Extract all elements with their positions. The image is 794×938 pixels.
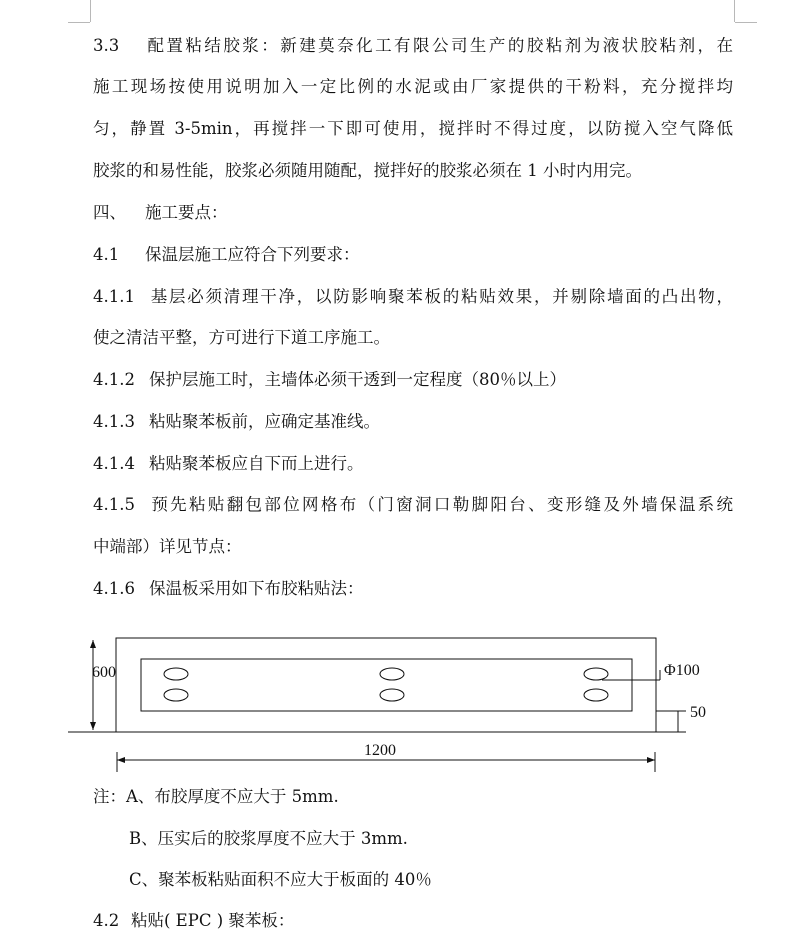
- glue-dot: [584, 689, 608, 701]
- paragraph-4-1-4: 4.1.4 粘贴聚苯板应自下而上进行。: [93, 454, 364, 473]
- paragraph-4-1-3: 4.1.3 粘贴聚苯板前，应确定基准线。: [93, 412, 380, 431]
- paragraph-4-2: 4.2 粘贴( EPC ) 聚苯板：: [93, 911, 295, 930]
- diameter-label: Φ100: [664, 662, 700, 679]
- paragraph-3-3-line-4: 胶浆的和易性能，胶浆必须随用随配，搅拌好的胶浆必须在 1 小时内用完。: [93, 161, 642, 180]
- note-c: C、聚苯板粘贴面积不应大于板面的 40％: [129, 870, 432, 889]
- paragraph-4-1-5-line-1: 4.1.5 预先粘贴翻包部位网格布（门窗洞口勒脚阳台、变形缝及外墙保温系统: [93, 495, 733, 514]
- crop-mark-top-right: [734, 0, 735, 22]
- paragraph-4-1-5-line-2: 中端部）详见节点：: [93, 537, 242, 556]
- glue-dot: [380, 689, 404, 701]
- paragraph-4-1-2: 4.1.2 保护层施工时，主墙体必须干透到一定程度（80％以上）: [93, 370, 566, 389]
- arrow-left-icon: [117, 757, 125, 763]
- paragraph-3-3-line-3: 匀，静置 3-5min，再搅拌一下即可使用，搅拌时不得过度，以防搅入空气降低: [93, 119, 733, 138]
- arrow-right-icon: [647, 757, 655, 763]
- note-a: 注：A、布胶厚度不应大于 5mm.: [93, 787, 339, 806]
- adhesive-layout-diagram: [0, 620, 794, 780]
- crop-mark-top-left-h: [68, 22, 90, 23]
- section-number: 3.3: [93, 36, 120, 55]
- width-dimension-label: 1200: [364, 742, 396, 759]
- paragraph-4-1-6: 4.1.6 保温板采用如下布胶粘贴法：: [93, 579, 364, 598]
- glue-dot: [164, 689, 188, 701]
- crop-mark-top-left: [90, 0, 91, 22]
- glue-dot: [584, 668, 608, 680]
- note-b: B、压实后的胶浆厚度不应大于 3mm.: [129, 829, 408, 848]
- glue-dot: [164, 668, 188, 680]
- adhesive-band: [141, 659, 632, 711]
- paragraph-4-1-1-line-2: 使之清洁平整，方可进行下道工序施工。: [93, 328, 390, 347]
- arrow-down-icon: [90, 722, 96, 730]
- paragraph-3-3-line-1: 3.3 配置粘结胶浆：新建莫奈化工有限公司生产的胶粘剂为液状胶粘剂，在: [93, 36, 733, 55]
- arrow-up-icon: [90, 640, 96, 648]
- crop-mark-top-right-h: [735, 22, 757, 23]
- paragraph-4-1: 4.1 保温层施工应符合下列要求：: [93, 245, 360, 264]
- board-outline: [116, 638, 656, 732]
- glue-dot: [380, 668, 404, 680]
- margin-label: 50: [690, 704, 706, 721]
- section-heading-4: 四、 施工要点：: [93, 203, 228, 222]
- paragraph-4-1-1-line-1: 4.1.1 基层必须清理干净，以防影响聚苯板的粘贴效果，并剔除墙面的凸出物，: [93, 287, 733, 306]
- height-dimension-label: 600: [92, 664, 116, 681]
- paragraph-3-3-line-2: 施工现场按使用说明加入一定比例的水泥或由厂家提供的干粉料，充分搅拌均: [93, 77, 733, 96]
